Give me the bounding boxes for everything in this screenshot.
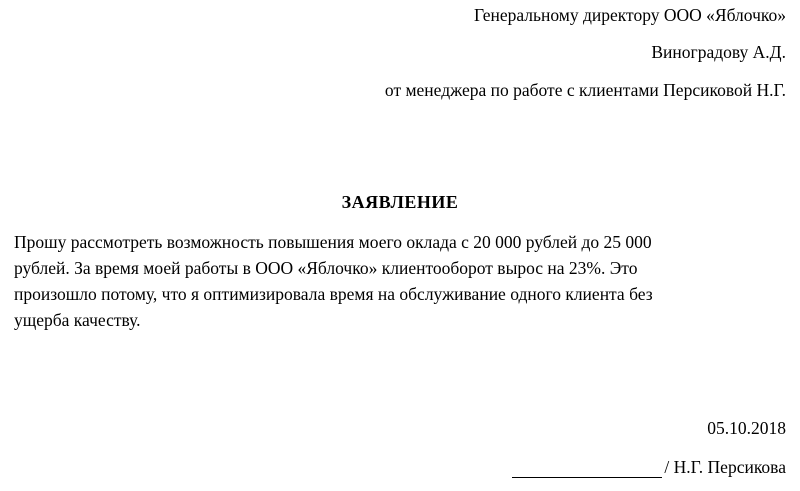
body-line: ущерба качеству. [14, 310, 141, 330]
body-line: рублей. За время моей работы в ООО «Яблочко» клиентооборот вырос на 23%. Это [14, 258, 638, 278]
document-title: ЗАЯВЛЕНИЕ [341, 192, 459, 212]
addressee-director: Генеральному директору ООО «Яблочко» [473, 5, 786, 25]
body-line: Прошу рассмотреть возможность повышения моего оклада с 20 000 рублей до 25 000 [14, 232, 652, 252]
document-body [14, 229, 794, 333]
signature-row [512, 456, 786, 478]
addressee-sender: от менеджера по работе с клиентами Персиковой Н.Г. [384, 80, 786, 100]
addressee-name: Виноградову А.Д. [651, 42, 786, 62]
signature-name: / Н.Г. Персикова [664, 457, 786, 477]
document-date: 05.10.2018 [707, 418, 786, 438]
body-line: произошло потому, что я оптимизировала время на обслуживание одного клиента без [14, 284, 653, 304]
signature-line [512, 460, 662, 478]
